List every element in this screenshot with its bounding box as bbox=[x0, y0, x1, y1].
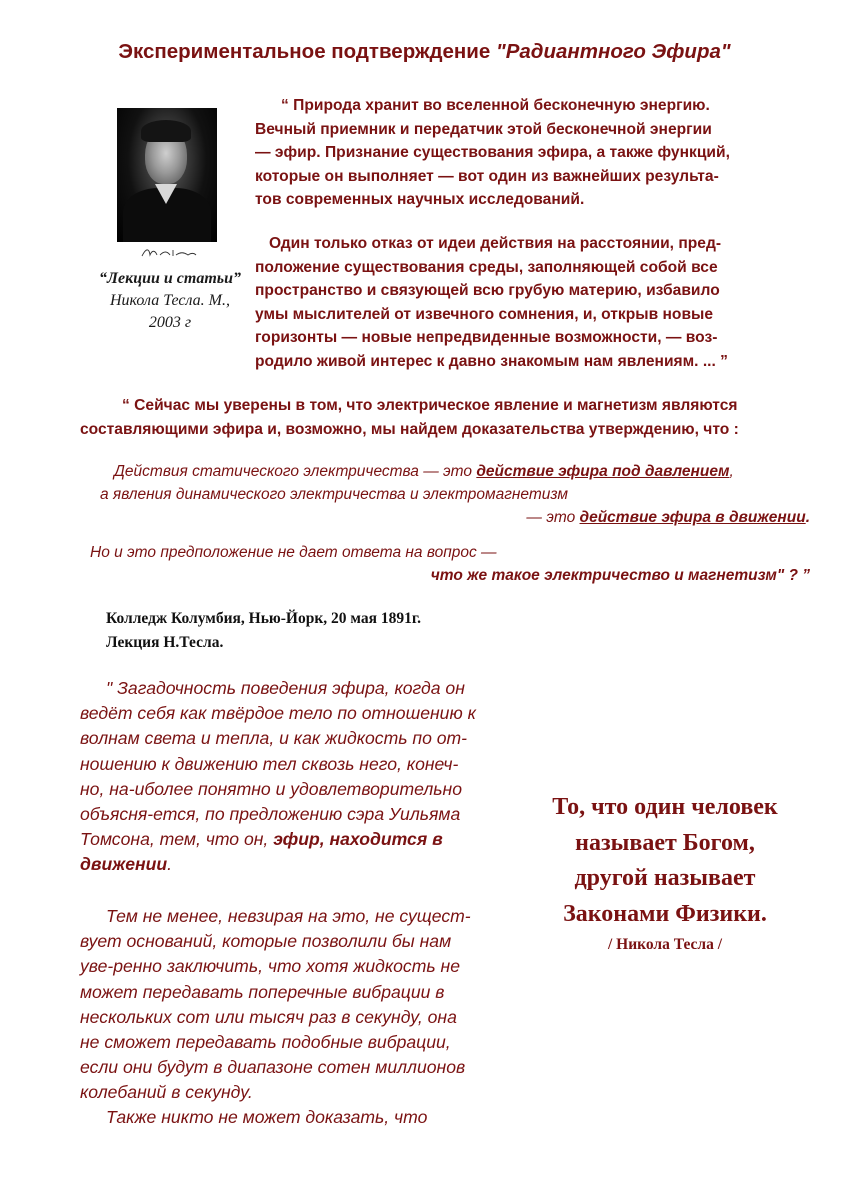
quote-line: — эфир. Признание существования эфира, а также функций, bbox=[255, 144, 730, 161]
statement-line-1: Действия статического электричества — это действие эфира под давлением, bbox=[114, 463, 734, 480]
lecture-line: Тем не менее, невзирая на это, не сущест- bbox=[106, 906, 471, 926]
quote-line: пространство и связующей всю грубую материю, избавило bbox=[255, 282, 720, 299]
lecture-line: если они будут в диапазоне сотен миллионов bbox=[80, 1057, 466, 1078]
lecture-line: объясня-ется, по предложению сэра Уильяма bbox=[80, 804, 461, 825]
lecture-line: Томсона, тем, что он, эфир, находится в bbox=[80, 829, 443, 850]
lecture-line: движении. bbox=[80, 854, 173, 875]
lecture-line: уве-ренно заключить, что хотя жидкость не bbox=[80, 956, 460, 977]
quote-line: родило живой интерес к давно знакомым нам явлениям. ... ” bbox=[255, 352, 728, 370]
aphorism-attribution: / Никола Тесла / bbox=[607, 936, 723, 953]
lecture-line: вует оснований, которые позволили бы нам bbox=[80, 931, 452, 952]
lecture-line: может передавать поперечные вибрации в bbox=[80, 981, 445, 1002]
aphorism-line: называет Богом, bbox=[575, 829, 755, 856]
statement-line-3: — это действие эфира в движении. bbox=[526, 509, 810, 526]
lecture-line: ведёт себя как твёрдое тело по отношению к bbox=[80, 703, 476, 724]
lecture-line: " Загадочность поведения эфира, когда он bbox=[106, 678, 465, 698]
quote-electricity-ether bbox=[80, 394, 820, 441]
lecture-source bbox=[106, 607, 421, 655]
aphorism-line: Законами Физики. bbox=[563, 900, 767, 927]
lecture-paragraph-3 bbox=[80, 1105, 510, 1130]
caption-year: 2003 г bbox=[148, 314, 192, 331]
portrait-photo bbox=[117, 108, 217, 242]
quote-line: горизонты — новые непредвиденные возможности, — воз- bbox=[255, 329, 718, 346]
quote-line: “ Сейчас мы уверены в том, что электрическое явление и магнетизм являются bbox=[122, 397, 738, 414]
signature-image bbox=[140, 246, 198, 260]
statement-line-2: а явления динамического электричества и электромагнетизм bbox=[100, 486, 569, 503]
lecture-line: колебаний в секунду. bbox=[80, 1082, 253, 1103]
tesla-aphorism bbox=[520, 790, 810, 956]
title-main: Экспериментальное подтверждение bbox=[118, 40, 496, 63]
caption-title: “Лекции и статьи” bbox=[99, 270, 241, 287]
ether-motion-emphasis: действие эфира в движении bbox=[579, 509, 806, 526]
question-line-1: Но и это предположение не дает ответа на вопрос — bbox=[90, 544, 497, 561]
page-title bbox=[0, 40, 849, 64]
open-question bbox=[90, 541, 810, 587]
source-place-date: Колледж Колумбия, Нью-Йорк, 20 мая 1891г. bbox=[106, 610, 422, 627]
photo-caption bbox=[80, 268, 260, 334]
ether-pressure-emphasis: действие эфира под давлением bbox=[476, 463, 730, 480]
quote-line: Вечный приемник и передатчик этой бесконечной энергии bbox=[255, 120, 712, 138]
quote-line: положение существования среды, заполняющей собой все bbox=[255, 258, 718, 276]
lecture-line: ношению к движению тел сквозь него, конеч- bbox=[80, 753, 459, 774]
lecture-line: не сможет передавать подобные вибрации, bbox=[80, 1032, 451, 1053]
quote-line: составляющими эфира и, возможно, мы найдем доказательства утверждению, что : bbox=[80, 420, 739, 438]
quote-line: которые он выполняет — вот один из важнейших результа- bbox=[255, 167, 719, 185]
quote-action-at-distance bbox=[255, 232, 795, 373]
statics-dynamics-statement bbox=[100, 460, 810, 529]
ether-in-motion-emphasis: эфир, находится в bbox=[273, 829, 443, 850]
quote-line: тов современных научных исследований. bbox=[255, 191, 585, 208]
lecture-paragraph-1 bbox=[80, 676, 510, 878]
quote-nature-energy bbox=[255, 94, 795, 212]
lecture-line: нескольких сот или тысяч раз в секунду, она bbox=[80, 1006, 457, 1027]
title-emphasis: "Радиантного Эфира" bbox=[496, 40, 731, 63]
quote-line: “ Природа хранит во вселенной бесконечную энергию. bbox=[281, 97, 710, 114]
aphorism-line: другой называет bbox=[574, 865, 756, 891]
lecture-line: волнам света и тепла, и как жидкость по от- bbox=[80, 728, 468, 749]
lecture-line: но, на-иболее понятно и удовлетворительно bbox=[80, 778, 462, 799]
caption-author: Никола Тесла. М., bbox=[109, 292, 230, 309]
source-lecturer: Лекция Н.Тесла. bbox=[106, 634, 224, 651]
quote-line: умы мыслителей от извечного сомнения, и, открыв новые bbox=[255, 305, 714, 323]
aphorism-line: То, что один человек bbox=[552, 794, 778, 820]
lecture-paragraph-2 bbox=[80, 904, 510, 1106]
quote-line: Один только отказ от идеи действия на расстоянии, пред- bbox=[269, 235, 722, 252]
question-line-2: что же такое электричество и магнетизм" ? ” bbox=[430, 567, 810, 584]
lecture-line: Также никто не может доказать, что bbox=[106, 1107, 428, 1127]
